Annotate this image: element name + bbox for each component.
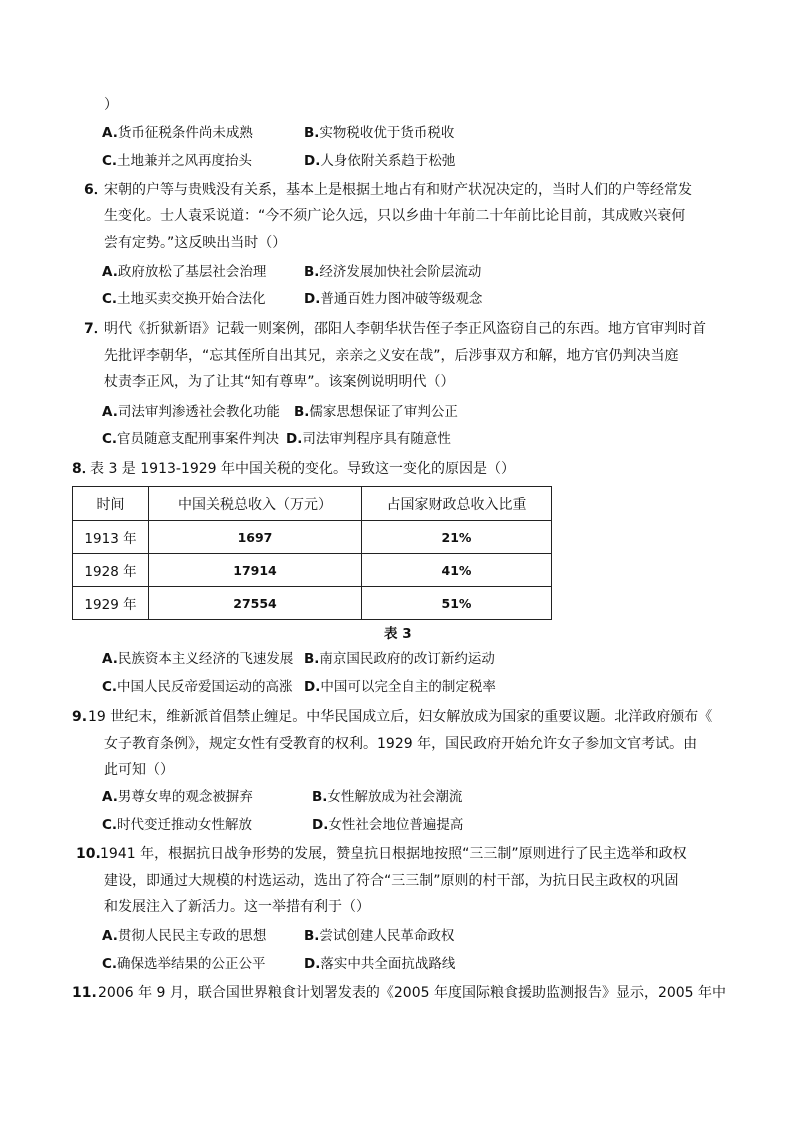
- q9-number: 9.: [72, 709, 88, 725]
- table-row: [73, 587, 552, 620]
- table-cell-ratio: 21%: [362, 521, 552, 554]
- table-cell-income: 17914: [149, 554, 362, 587]
- q7-option-c[interactable]: C.官员随意支配刑事案件判决: [102, 431, 280, 447]
- q7-option-d[interactable]: D.司法审判程序具有随意性: [286, 431, 451, 447]
- q7-number: 7．: [84, 321, 108, 337]
- table-cell-year: 1913 年: [73, 521, 149, 554]
- table-cell-year: 1928 年: [73, 554, 149, 587]
- q5-option-c[interactable]: C.土地兼并之风再度抬头: [102, 153, 253, 169]
- q6-stem-line: 生变化。士人袁采说道：“今不须广论久远，只以乡曲十年前二十年前比论目前，其成败兴衰何: [104, 208, 686, 224]
- q9-option-b[interactable]: B.女性解放成为社会潮流: [312, 789, 463, 805]
- table-cell-income: 27554: [149, 587, 362, 620]
- q10-option-a[interactable]: A.贯彻人民民主专政的思想: [102, 928, 267, 944]
- q6-option-c[interactable]: C.土地买卖交换开始合法化: [102, 291, 266, 307]
- q8-stem: 表 3 是 1913-1929 年中国关税的变化。导致这一变化的原因是（）: [90, 461, 516, 477]
- q9-option-a[interactable]: A.男尊女卑的观念被摒弃: [102, 789, 253, 805]
- q6-stem-line: 宋朝的户等与贵贱没有关系，基本上是根据土地占有和财产状况决定的，当时人们的户等经常发: [104, 182, 692, 198]
- table-header-cell: 占国家财政总收入比重: [362, 487, 552, 521]
- q11-stem-line: 2006 年 9 月，联合国世界粮食计划署发表的《2005 年度国际粮食援助监测报告》显示，2005 年中: [98, 985, 727, 1001]
- table-cell-income: 1697: [149, 521, 362, 554]
- q10-stem-line: 1941 年，根据抗日战争形势的发展，赞皇抗日根据地按照“三三制”原则进行了民主选举和政权: [100, 846, 687, 862]
- q10-stem-line: 和发展注入了新活力。这一举措有利于（）: [104, 899, 370, 915]
- table-header-cell: 中国关税总收入（万元）: [149, 487, 362, 521]
- q10-option-b[interactable]: B.尝试创建人民革命政权: [304, 928, 455, 944]
- q6-option-d[interactable]: D.普通百姓力图冲破等级观念: [304, 291, 483, 307]
- tariff-table: [72, 486, 552, 620]
- q5-option-b[interactable]: B.实物税收优于货币税收: [304, 125, 455, 141]
- q10-number: 10.: [76, 846, 101, 862]
- q6-option-b[interactable]: B.经济发展加快社会阶层流动: [304, 264, 482, 280]
- q6-option-a[interactable]: A.政府放松了基层社会治理: [102, 264, 267, 280]
- q8-number: 8．: [72, 461, 96, 477]
- q7-stem-line: 明代《折狱新语》记载一则案例，邵阳人李朝华状告侄子李正风盗窃自己的东西。地方官审判时首: [104, 321, 706, 337]
- q6-number: 6．: [84, 182, 108, 198]
- table-header-row: [73, 487, 552, 521]
- q9-stem-line: 此可知（）: [104, 762, 174, 778]
- q8-option-b[interactable]: B.南京国民政府的改订新约运动: [304, 651, 495, 667]
- q10-stem-line: 建设，即通过大规模的村选运动，选出了符合“三三制”原则的村干部，为抗日民主政权的巩固: [104, 873, 679, 889]
- table-cell-ratio: 51%: [362, 587, 552, 620]
- q10-option-d[interactable]: D.落实中共全面抗战路线: [304, 956, 456, 972]
- table-cell-ratio: 41%: [362, 554, 552, 587]
- q7-option-a[interactable]: A.司法审判渗透社会教化功能: [102, 404, 280, 420]
- table-caption: 表 3: [384, 626, 412, 642]
- q7-option-b[interactable]: B.儒家思想保证了审判公正: [294, 404, 458, 420]
- q8-option-a[interactable]: A.民族资本主义经济的飞速发展: [102, 651, 294, 667]
- q5-option-a[interactable]: A.货币征税条件尚未成熟: [102, 125, 253, 141]
- table-row: [73, 554, 552, 587]
- q7-stem-line: 先批评李朝华，“忘其侄所自出其兄，亲亲之义安在哉”，后涉事双方和解，地方官仍判决当庭: [104, 348, 679, 364]
- q9-stem-line: 女子教育条例》，规定女性有受教育的权利。1929 年，国民政府开始允许女子参加文官考试。由: [104, 736, 698, 752]
- table-row: [73, 521, 552, 554]
- q5-option-d[interactable]: D.人身依附关系趋于松弛: [304, 153, 456, 169]
- q9-option-c[interactable]: C.时代变迁推动女性解放: [102, 817, 253, 833]
- q10-option-c[interactable]: C.确保选举结果的公正公平: [102, 956, 266, 972]
- q5-tail: ）: [104, 97, 118, 113]
- q11-number: 11.: [72, 985, 97, 1001]
- q6-stem-line: 尝有定势。”这反映出当时（）: [104, 235, 287, 251]
- table-cell-year: 1929 年: [73, 587, 149, 620]
- q7-stem-line: 杖责李正风，为了让其“知有尊卑”。该案例说明明代（）: [104, 374, 455, 390]
- table-header-cell: 时间: [73, 487, 149, 521]
- q9-option-d[interactable]: D.女性社会地位普遍提高: [312, 817, 464, 833]
- q8-option-c[interactable]: C.中国人民反帝爱国运动的高涨: [102, 679, 293, 695]
- q8-option-d[interactable]: D.中国可以完全自主的制定税率: [304, 679, 496, 695]
- q9-stem-line: 19 世纪末，维新派首倡禁止缠足。中华民国成立后，妇女解放成为国家的重要议题。北洋政府颁布《: [88, 709, 713, 725]
